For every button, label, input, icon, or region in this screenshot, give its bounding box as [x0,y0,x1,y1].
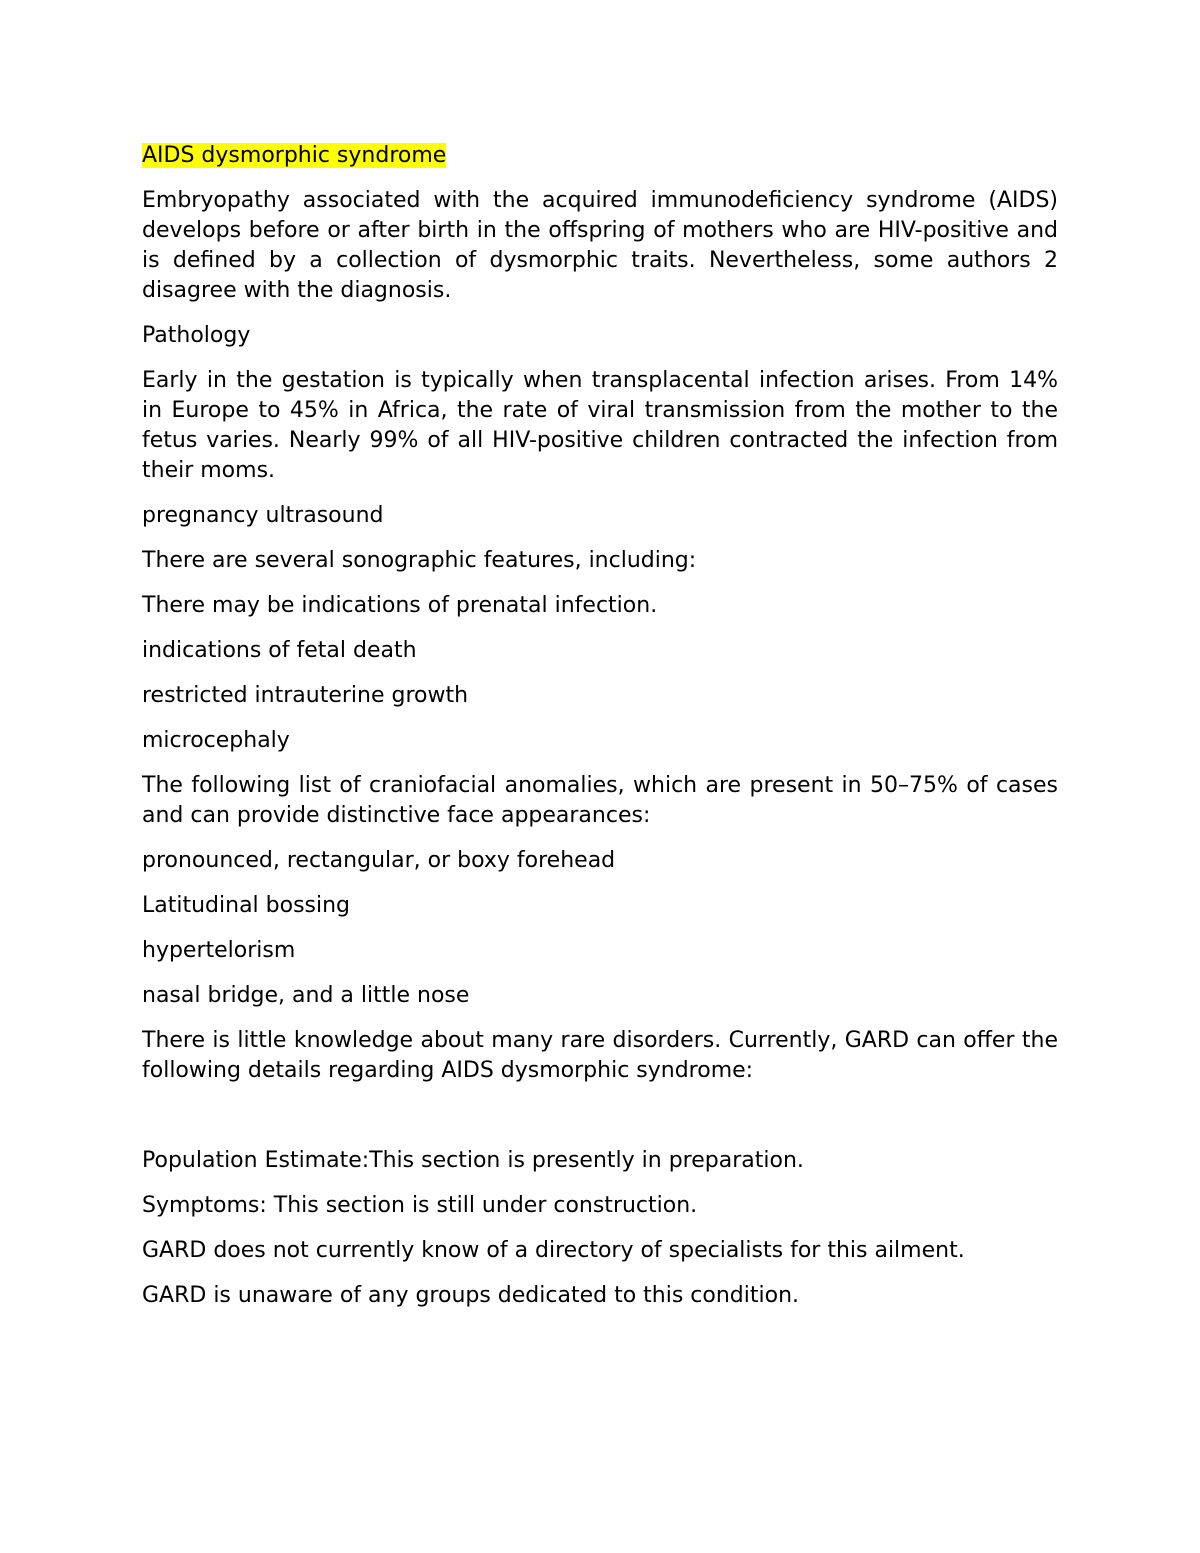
document-page [142,141,1058,1326]
craniofacial-item: nasal bridge, and a little nose [142,983,470,1008]
craniofacial-item: pronounced, rectangular, or boxy forehead [142,848,616,873]
sonographic-item: microcephaly [142,728,290,753]
sonographic-intro: There are several sonographic features, including: [142,548,697,573]
gard-item: Population Estimate:This section is presently in preparation. [142,1148,804,1173]
gard-item: GARD is unaware of any groups dedicated to this condition. [142,1283,800,1308]
sonographic-item: indications of fetal death [142,638,417,663]
gard-item: Symptoms: This section is still under construction. [142,1193,698,1218]
craniofacial-intro: The following list of craniofacial anomalies, which are present in 50–75% of cases and can provide distinctive face appearances: [142,773,1058,828]
gard-intro: There is little knowledge about many rare disorders. Currently, GARD can offer the following details regarding AIDS dysmorphic syndrome: [142,1028,1058,1083]
sonographic-item: restricted intrauterine growth [142,683,469,708]
blank-line [142,1101,1058,1131]
document-title-line [142,141,1058,171]
pathology-heading: Pathology [142,323,251,348]
intro-paragraph: Embryopathy associated with the acquired immunodeficiency syndrome (AIDS) develops before or after birth in the offspring of mothers who are HIV-positive and is defined by a collection of dysmorphic traits. Nevertheless, some authors 2 disagree with the diagnosis. [142,188,1058,303]
craniofacial-item: Latitudinal bossing [142,893,351,918]
pathology-paragraph: Early in the gestation is typically when transplacental infection arises. From 14% in Europe to 45% in Africa, the rate of viral transmission from the mother to the fetus varies. Nearly 99% of all HIV-positive children contracted the infection from their moms. [142,368,1058,483]
document-title: AIDS dysmorphic syndrome [142,143,447,168]
sonographic-item: There may be indications of prenatal infection. [142,593,658,618]
gard-item: GARD does not currently know of a directory of specialists for this ailment. [142,1238,965,1263]
ultrasound-heading: pregnancy ultrasound [142,503,384,528]
craniofacial-item: hypertelorism [142,938,296,963]
